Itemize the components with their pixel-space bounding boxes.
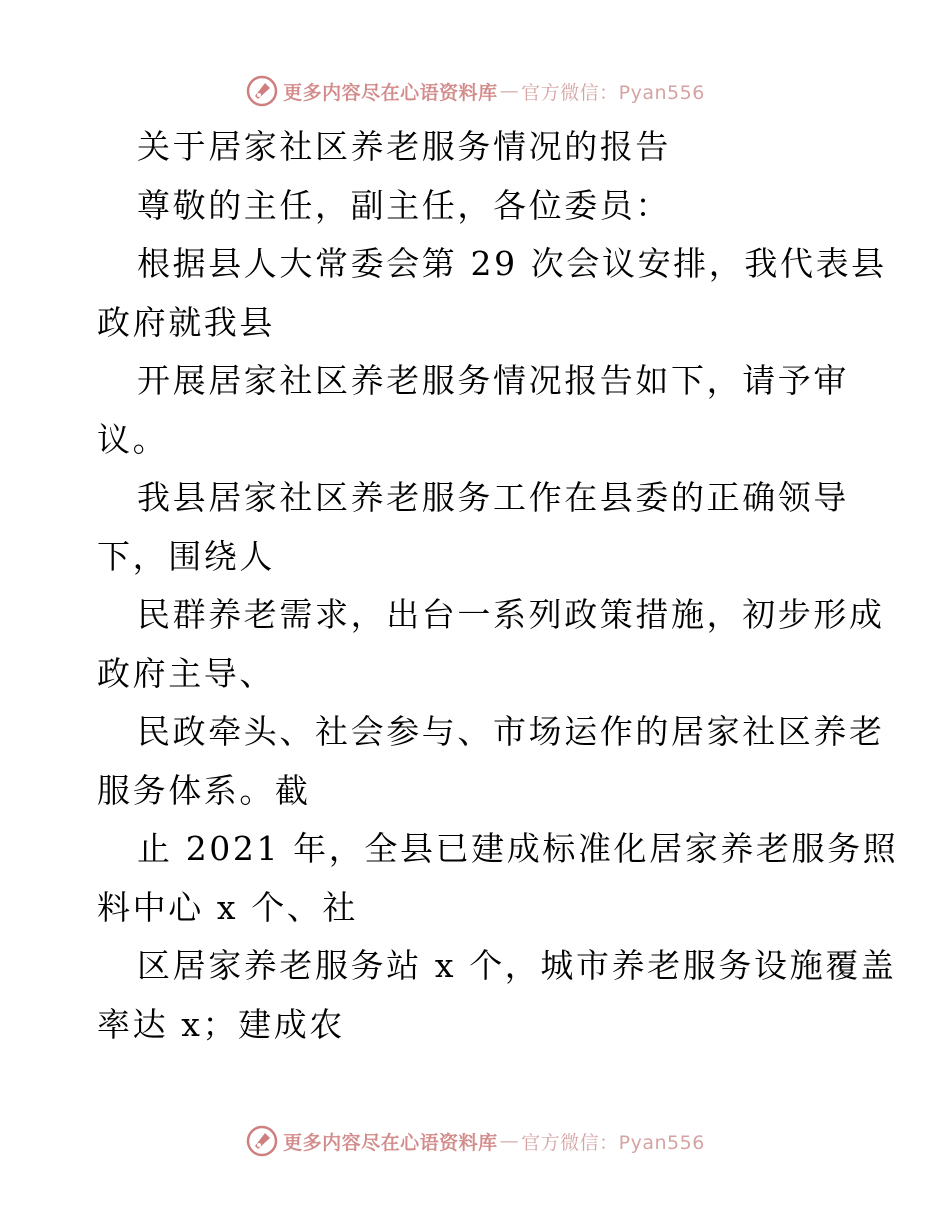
- watermark-contact-text: 官方微信：Pyan556: [521, 1131, 705, 1154]
- document-line: 民群养老需求，出台一系列政策措施，初步形成: [137, 595, 885, 634]
- document-line: 下，围绕人: [97, 536, 275, 576]
- watermark-contact-text: 官方微信：Pyan556: [521, 81, 705, 104]
- document-line: 民政牵头、社会参与、市场运作的居家社区养老: [137, 712, 885, 751]
- document-line: 议。: [97, 419, 169, 459]
- document-line: 料中心 x 个、社: [97, 887, 358, 927]
- pen-nib-logo-icon: [245, 74, 279, 108]
- document-line: 区居家养老服务站 x 个，城市养老服务设施覆盖: [137, 946, 897, 985]
- document-line: 我县居家社区养老服务工作在县委的正确领导: [137, 478, 849, 517]
- pen-nib-logo-icon: [245, 1124, 279, 1158]
- watermark-separator: —: [499, 1130, 520, 1152]
- watermark-main-text: 更多内容尽在心语资料库: [283, 81, 498, 104]
- document-line: 率达 x；建成农: [97, 1004, 345, 1044]
- watermark-main-text: 更多内容尽在心语资料库: [283, 1131, 498, 1154]
- footer-watermark: [0, 1121, 950, 1161]
- document-line: 根据县人大常委会第 29 次会议安排，我代表县: [137, 244, 887, 283]
- document-line: 政府就我县: [97, 302, 275, 342]
- header-watermark: [0, 71, 950, 111]
- document-line: 止 2021 年，全县已建成标准化居家养老服务照: [137, 829, 899, 868]
- document-line: 开展居家社区养老服务情况报告如下，请予审: [137, 361, 849, 400]
- document-body: [97, 118, 899, 1054]
- document-line: 服务体系。截: [97, 770, 311, 810]
- document-line: 政府主导、: [97, 653, 275, 693]
- watermark-separator: —: [499, 80, 520, 102]
- document-line: 尊敬的主任，副主任，各位委员：: [137, 185, 671, 225]
- document-line: 关于居家社区养老服务情况的报告: [137, 127, 671, 166]
